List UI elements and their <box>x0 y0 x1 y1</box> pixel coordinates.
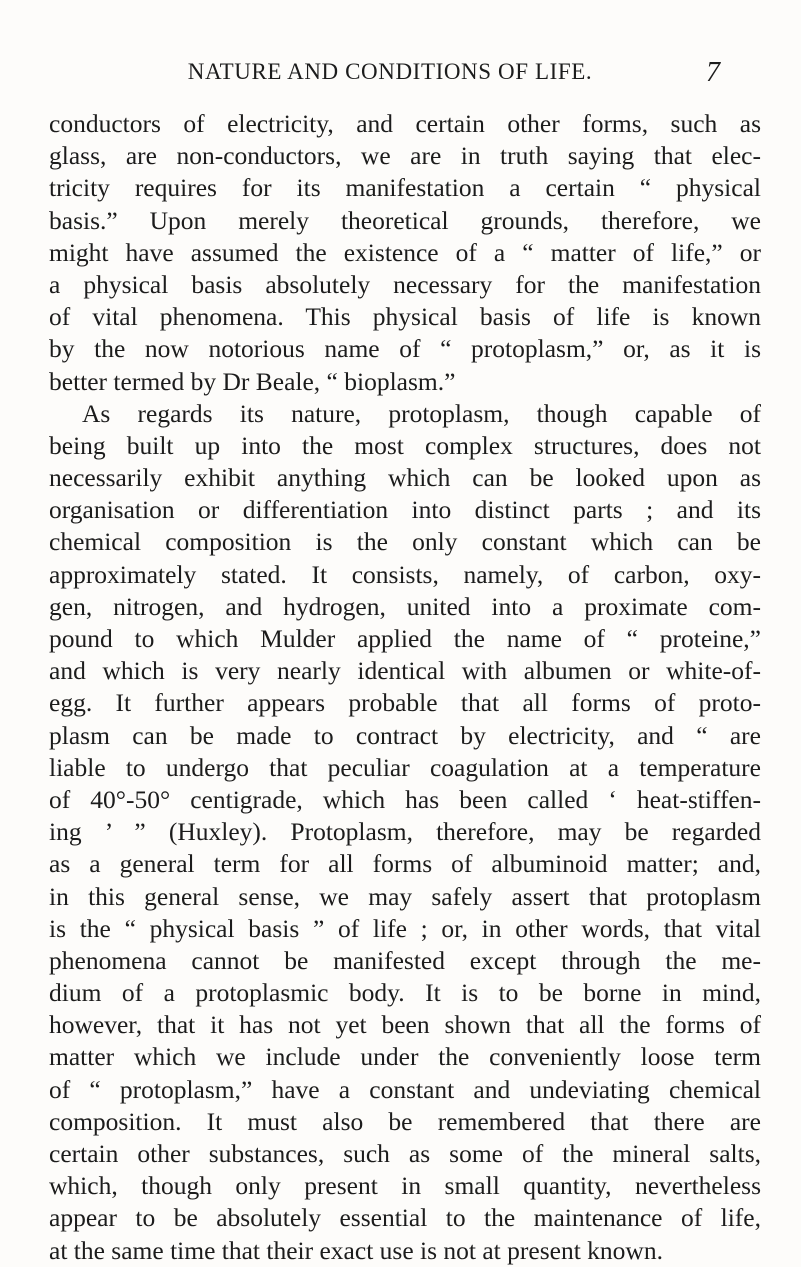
text-line: conductors of electricity, and certain other forms, such as <box>49 109 761 138</box>
text-line: dium of a protoplasmic body. It is to be borne in mind, <box>49 978 761 1008</box>
text-line: approximately stated. It consists, namely, of carbon, oxy- <box>49 559 761 589</box>
text-line: necessarily exhibit anything which can be looked upon as <box>49 463 761 493</box>
text-line: of 40°-50° centigrade, which has been called ‘ heat-stiffen- <box>49 784 761 814</box>
text-line: basis.” Upon merely theoretical grounds, therefore, we <box>49 205 761 235</box>
text-line: however, that it has not yet been shown that all the forms of <box>49 1010 761 1040</box>
text-line: in this general sense, we may safely assert that protoplasm <box>49 881 761 911</box>
text-line: phenomena cannot be manifested except through the me- <box>49 945 761 975</box>
text-line: of “ protoplasm,” have a constant and undeviating chemical <box>49 1074 761 1104</box>
text-line: composition. It must also be remembered that there are <box>49 1106 761 1136</box>
text-line: by the now notorious name of “ protoplasm,” or, as it is <box>49 334 761 364</box>
text-line: chemical composition is the only constant which can be <box>49 527 761 557</box>
text-line: plasm can be made to contract by electricity, and “ are <box>49 720 761 750</box>
text-line: a physical basis absolutely necessary for the manifestation <box>49 269 761 299</box>
text-line: might have assumed the existence of a “ matter of life,” or <box>49 237 761 267</box>
text-line: is the “ physical basis ” of life ; or, in other words, that vital <box>49 913 761 943</box>
text-line: egg. It further appears probable that all forms of proto- <box>49 688 761 718</box>
text-line: as a general term for all forms of albuminoid matter; and, <box>49 849 761 879</box>
text-line: better termed by Dr Beale, “ bioplasm.” <box>49 366 456 396</box>
page-number: 7 <box>706 57 720 88</box>
text-line: organisation or differentiation into distinct parts ; and its <box>49 495 761 525</box>
text-line: of vital phenomena. This physical basis of life is known <box>49 302 761 332</box>
text-line: matter which we include under the conveniently loose term <box>49 1042 761 1072</box>
text-line: certain other substances, such as some of the mineral salts, <box>49 1139 761 1168</box>
running-head: NATURE AND CONDITIONS OF LIFE. <box>187 59 593 84</box>
text-line: appear to be absolutely essential to the maintenance of life, <box>49 1203 761 1233</box>
text-line: As regards its nature, protoplasm, though capable of <box>82 398 761 428</box>
text-line: glass, are non-conductors, we are in truth saying that elec- <box>49 141 761 171</box>
text-line: gen, nitrogen, and hydrogen, united into a proximate com- <box>49 591 761 621</box>
text-line: being built up into the most complex structures, does not <box>49 430 761 460</box>
text-line: which, though only present in small quantity, nevertheless <box>49 1171 761 1201</box>
text-line: and which is very nearly identical with albumen or white-of- <box>49 656 761 686</box>
body-text <box>49 108 761 1267</box>
text-line: at the same time that their exact use is not at present known. <box>49 1235 663 1265</box>
text-line: ing ’ ” (Huxley). Protoplasm, therefore, may be regarded <box>49 817 761 847</box>
text-line: pound to which Mulder applied the name of “ proteine,” <box>49 624 761 653</box>
text-line: tricity requires for its manifestation a certain “ physical <box>49 173 761 203</box>
text-line: liable to undergo that peculiar coagulation at a temperature <box>49 752 761 782</box>
